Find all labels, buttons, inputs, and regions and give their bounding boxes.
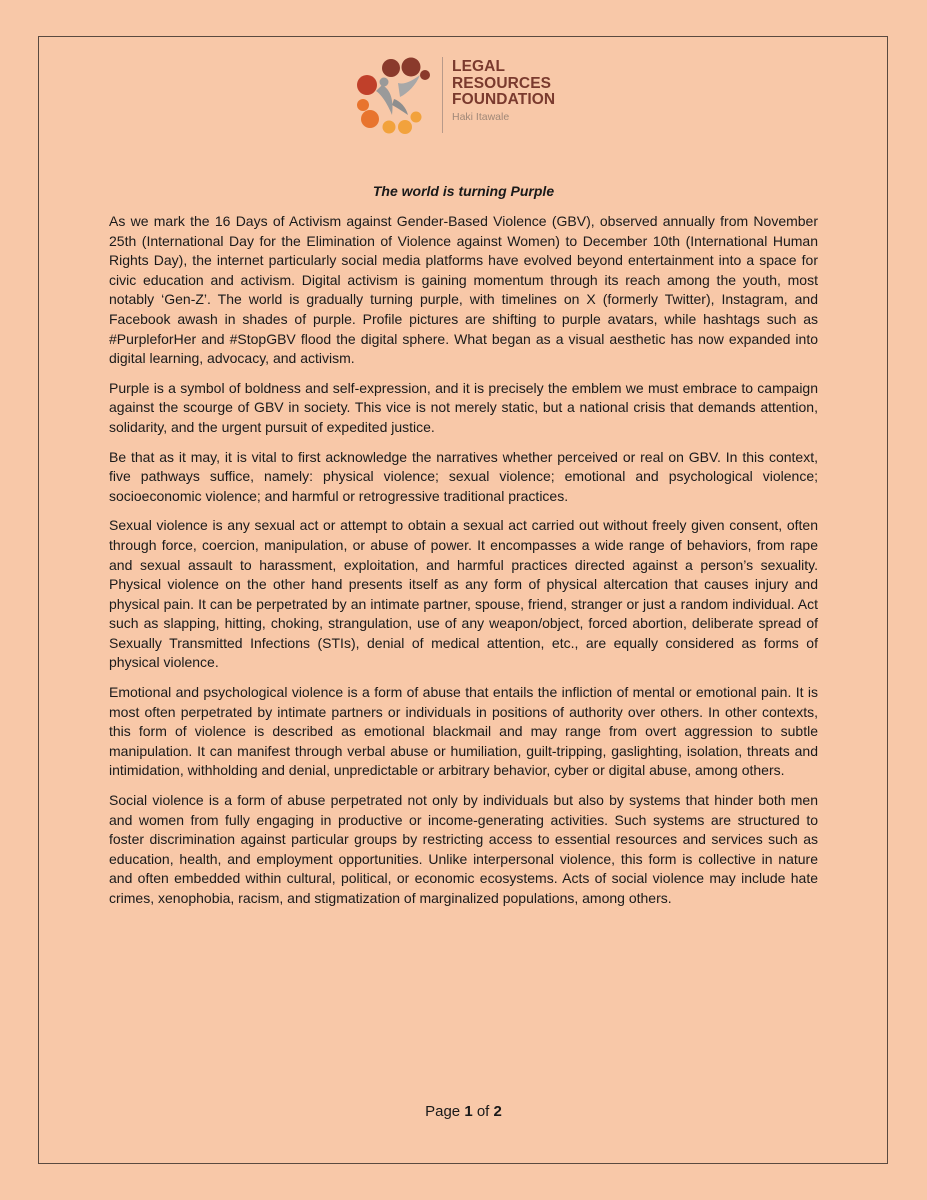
total-pages: 2 [493,1103,502,1120]
logo-tagline: Haki Itawale [452,110,510,123]
of-word: of [476,1103,490,1120]
paragraph-5: Emotional and psychological violence is a form of abuse that entails the infliction of mental or emotional pain. It is most often perpetrated by intimate partners or individuals in positions of authority over others. In other contexts, this form of violence is described as emotional blackmail and may range from overt aggression to subtle manipulation. It can manifest through verbal abuse or humiliation, guilt-tripping, gaslighting, isolation, threats and intimidation, withholding and denial, unpredictable or arbitrary behavior, cyber or digital abuse, among others. [109,684,818,779]
logo-wordmark [452,59,577,124]
paragraph-1: As we mark the 16 Days of Activism against Gender-Based Violence (GBV), observed annually from November 25th (International Day for the Elimination of Violence against Women) to December 10th (International Human Rights Day), the internet particularly social media platforms have evolved beyond entertainment into a space for civic education and activism. Digital activism is gaining momentum through its reach among the youth, most notably ‘Gen-Z’. The world is gradually turning purple, with timelines on X (formerly Twitter), Instagram, and Facebook awash in shades of purple. Profile pictures are shifting to purple avatars, while hashtags such as #PurpleforHer and #StopGBV flood the digital sphere. What began as a visual aesthetic has now expanded into digital learning, advocacy, and activism. [109,213,818,367]
paragraph-3: Be that as it may, it is vital to first acknowledge the narratives whether perceived or real on GBV. In this context, five pathways suffice, namely: physical violence; sexual violence; emotional and psychological violence; socioeconomic violence; and harmful or retrogressive traditional practices. [109,448,818,504]
document-body [109,180,818,919]
current-page: 1 [464,1103,473,1120]
logo-emblem-icon [354,55,434,137]
logo-line-3: FOUNDATION [452,91,556,108]
paragraph-4: Sexual violence is any sexual act or attempt to obtain a sexual act carried out without freely given consent, often through force, coercion, manipulation, or abuse of power. It encompasses a wide range of behaviors, from rape and sexual assault to harassment, exploitation, and harmful practices directed against a person’s sexuality. Physical violence on the other hand presents itself as any form of physical altercation that causes injury and physical pain. It can be perpetrated by an intimate partner, spouse, friend, stranger or just a random individual. Act such as slapping, hitting, choking, strangulation, use of any weapon/object, forced abortion, deliberate spread of Sexually Transmitted Infections (STIs), denial of medical attention, etc., are equally considered as forms of physical violence. [109,517,818,671]
organization-logo [354,55,574,137]
page-number [0,1102,927,1122]
logo-line-2: RESOURCES [452,74,552,92]
paragraph-2: Purple is a symbol of boldness and self-expression, and it is precisely the emblem we must embrace to campaign against the scourge of GBV in society. This vice is not merely static, but a national crisis that demands attention, solidarity, and the urgent pursuit of expedited justice. [109,379,818,435]
logo-line-1: LEGAL [452,58,506,75]
logo-divider [442,57,443,133]
document-title: The world is turning Purple [372,183,555,199]
paragraph-6: Social violence is a form of abuse perpetrated not only by individuals but also by systems that hinder both men and women from fully engaging in productive or income-generating activities. Such systems are structured to foster discrimination against particular groups by restricting access to essential resources and services such as education, health, and employment opportunities. Unlike interpersonal violence, this form is collective in nature and often embedded within cultural, political, or economic ecosystems. Acts of social violence may include hate crimes, xenophobia, racism, and stigmatization of marginalized populations, among others. [109,792,818,906]
page-word: Page [425,1103,461,1120]
